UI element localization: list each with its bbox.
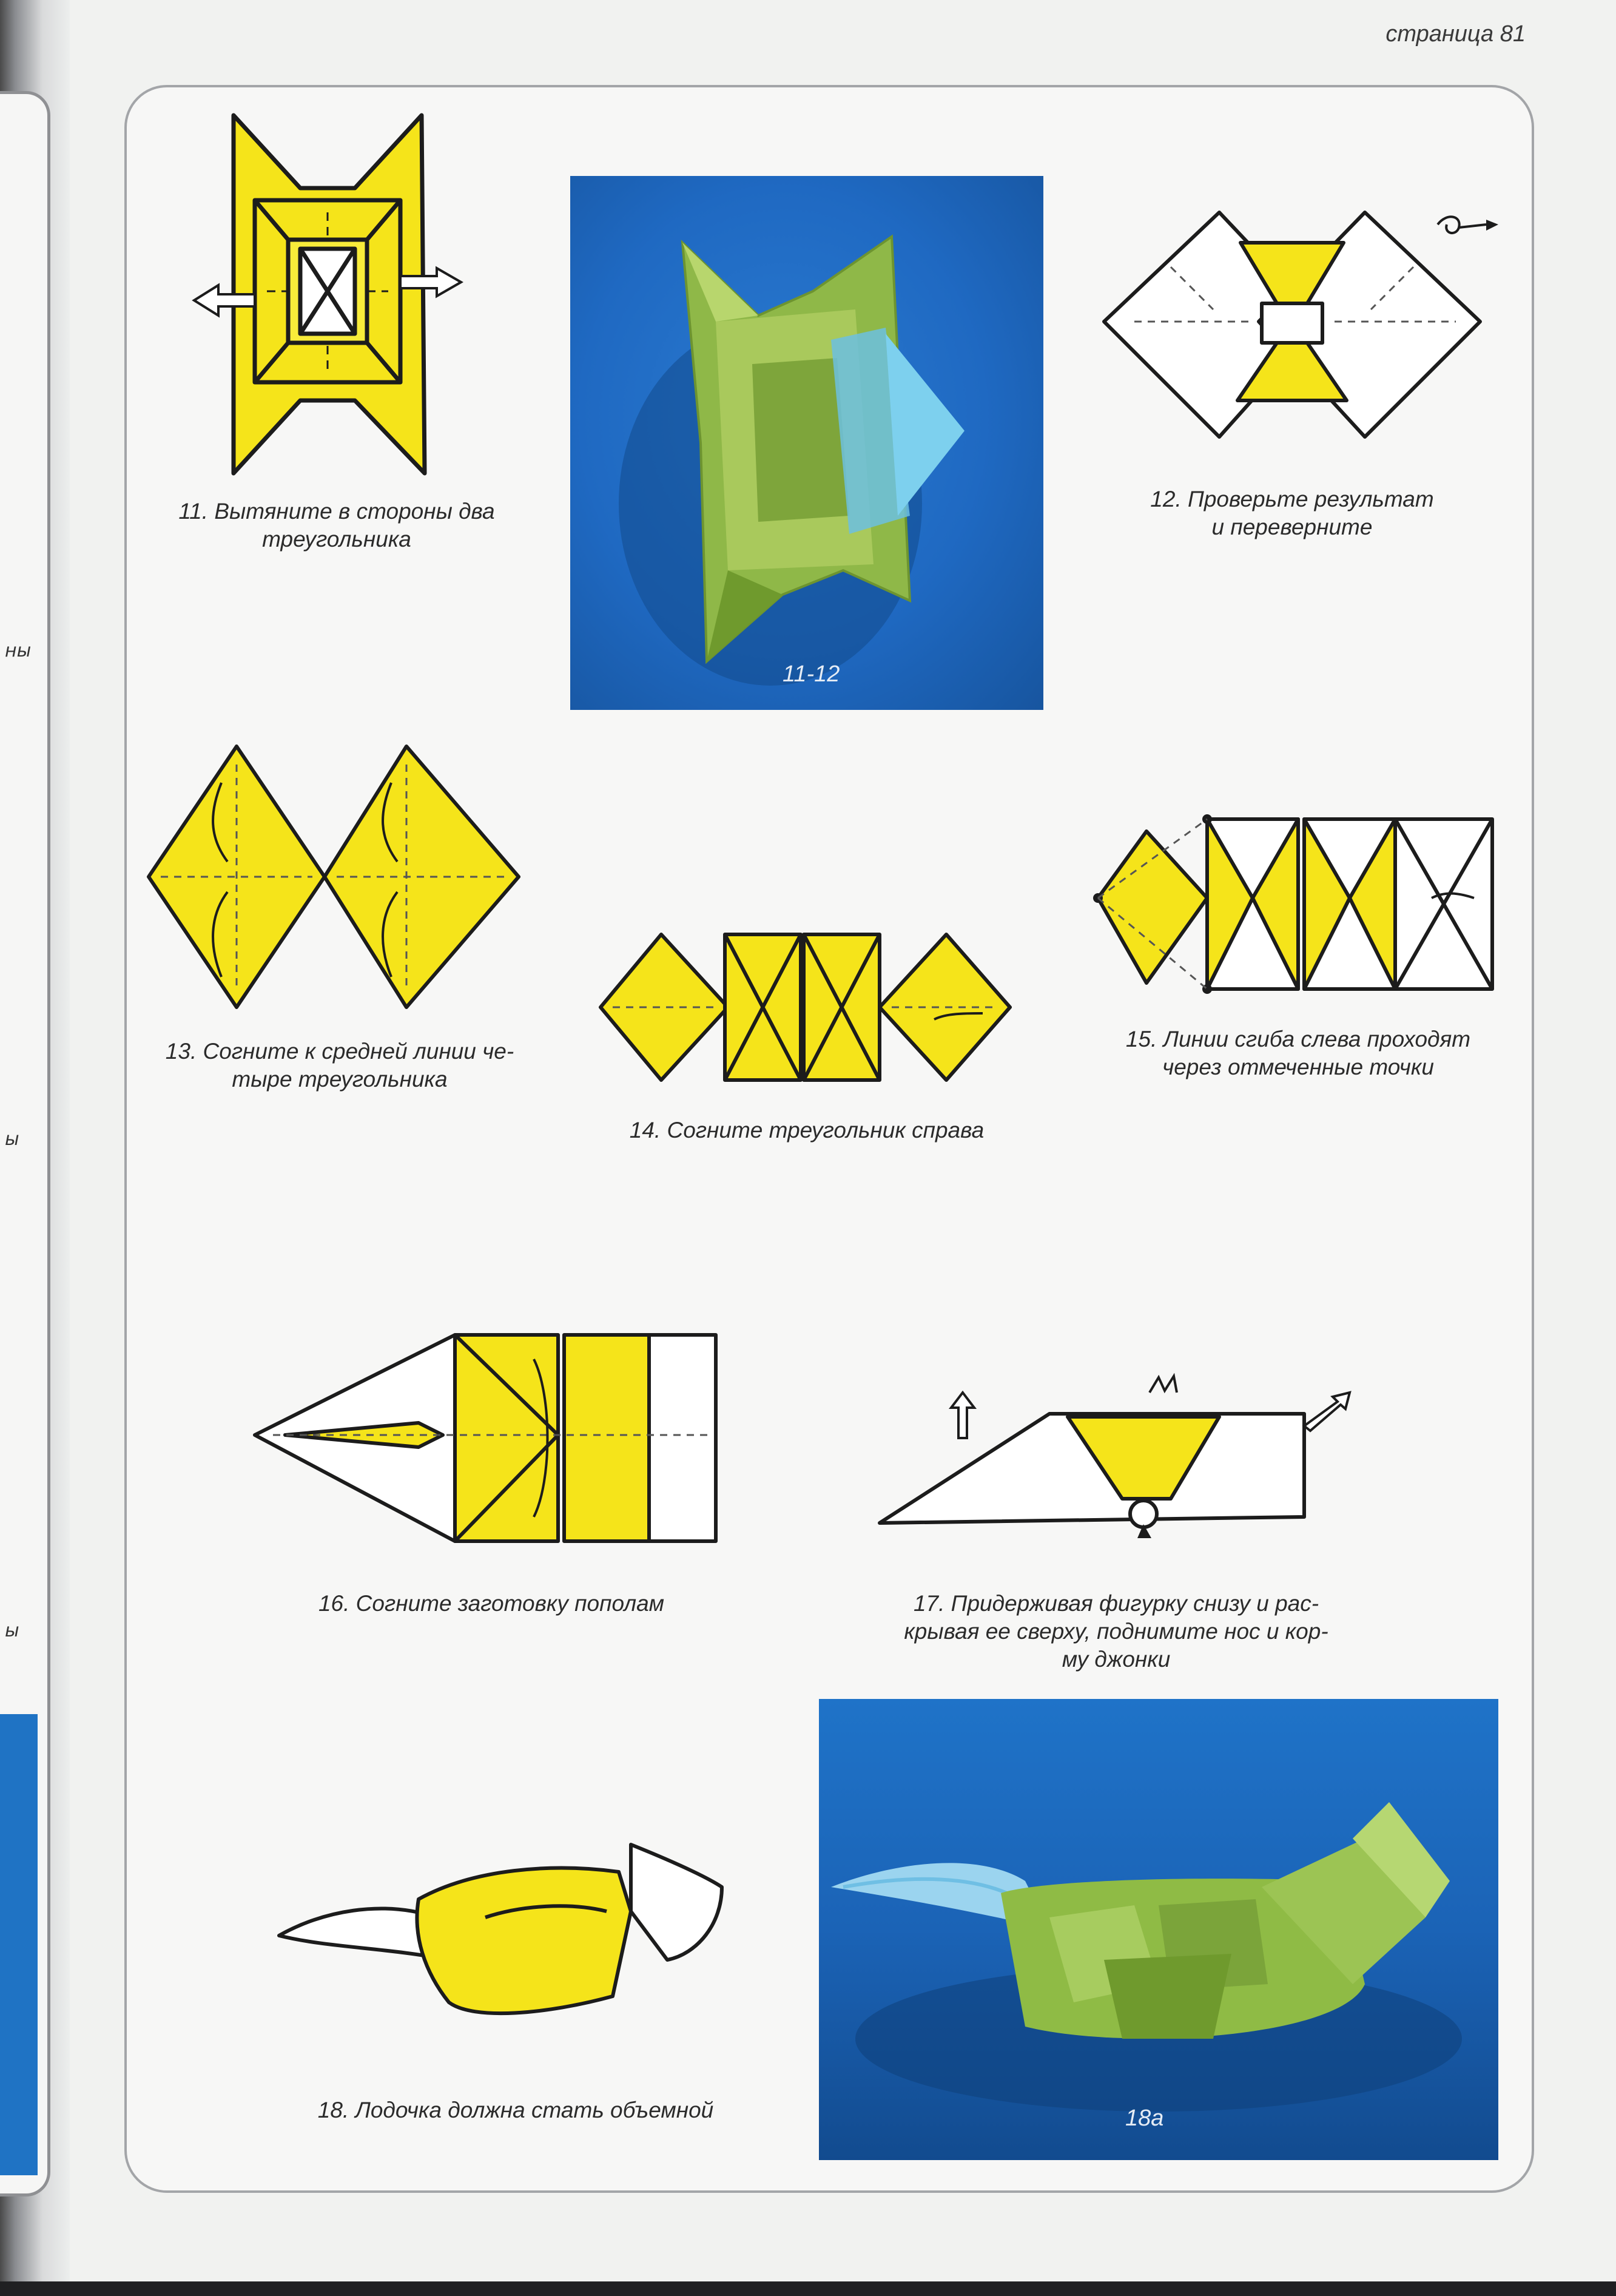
step-12-diagram [1098, 200, 1535, 467]
caption-line: 17. Придерживая фигурку снизу и рас- [913, 1591, 1319, 1616]
step-17-diagram [867, 1365, 1365, 1565]
step-11-diagram [182, 109, 473, 485]
step-17-caption [861, 1590, 1371, 1673]
caption-line: му джонки [1062, 1647, 1171, 1672]
step-15-caption [1086, 1025, 1510, 1081]
photo-label: 18а [1125, 2105, 1164, 2131]
caption-line: 15. Линии сгиба слева проходят [1125, 1027, 1471, 1052]
caption-line: треугольника [262, 527, 411, 552]
caption-line: и переверните [1211, 515, 1373, 539]
step-14-caption [594, 1116, 1019, 1144]
photo-18a [819, 1699, 1498, 2160]
photo-11-12 [570, 176, 1043, 710]
caption-line: 12. Проверьте результат [1150, 487, 1434, 512]
margin-fragment: ы [5, 1620, 19, 1641]
step-13-diagram [136, 740, 531, 1019]
step-12-caption [1104, 485, 1480, 541]
caption-line: 14. Согните треугольник справа [629, 1118, 985, 1143]
step-11-caption [140, 498, 534, 553]
caption-line: 11. Вытяните в стороны два [178, 499, 495, 524]
step-15-diagram [1086, 801, 1504, 995]
page-number: страница 81 [1385, 21, 1526, 47]
margin-fragment: ы [5, 1129, 19, 1150]
step-13-caption [136, 1038, 543, 1093]
step-14-diagram [594, 922, 1019, 1092]
step-18-diagram [267, 1820, 740, 2051]
caption-line: тыре треугольника [232, 1067, 448, 1092]
origami-boat-image [819, 1699, 1498, 2160]
previous-page-photo-edge [0, 1714, 38, 2175]
step-16-caption [261, 1590, 722, 1618]
caption-line: 13. Согните к средней линии че- [165, 1039, 514, 1064]
margin-fragment: ны [5, 640, 32, 661]
turn-over-icon [1438, 217, 1486, 233]
caption-line: крывая ее сверху, поднимите нос и кор- [904, 1619, 1328, 1644]
origami-model-image [570, 176, 1043, 710]
caption-line: 18. Лодочка должна стать объемной [317, 2098, 714, 2122]
step-16-diagram [249, 1317, 722, 1547]
caption-line: через отмеченные точки [1162, 1055, 1434, 1079]
step-18-caption [267, 2096, 764, 2124]
caption-line: 16. Согните заготовку пополам [318, 1591, 665, 1616]
photo-label: 11-12 [783, 661, 840, 687]
scan-edge [0, 2281, 1616, 2296]
